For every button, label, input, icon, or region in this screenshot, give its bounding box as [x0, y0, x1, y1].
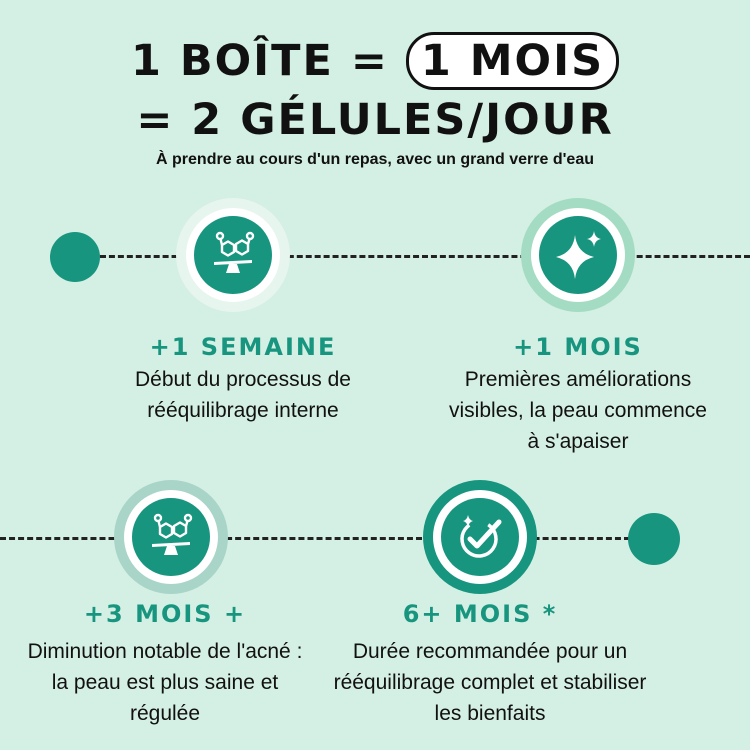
title-line-1 [0, 32, 750, 90]
step2-badge [531, 208, 625, 302]
subtitle: À prendre au cours d'un repas, avec un grand verre d'eau [156, 151, 594, 168]
step4-badge [433, 490, 527, 584]
step3-description: Diminution notable de l'acné : la peau est plus saine et régulée [27, 640, 303, 725]
title-highlight-pill: 1 MOIS [406, 32, 619, 90]
step3-label: +3 MOIS + [83, 600, 247, 628]
step1-description: Début du processus de rééquilibrage interne [135, 368, 351, 422]
step1-badge [186, 208, 280, 302]
sparkle-icon [539, 216, 617, 294]
step2-description: Premières améliorations visibles, la peau commence à s'apaiser [449, 368, 707, 453]
step1-label: +1 SEMAINE [149, 333, 337, 361]
step4-label: 6+ MOIS * [402, 600, 558, 628]
timeline-start-dot [50, 232, 100, 282]
timeline-end-dot [628, 513, 680, 565]
title-part1: 1 BOÎTE = [130, 36, 406, 86]
check-badge-icon [441, 498, 519, 576]
step4-description: Durée recommandée pour un rééquilibrage complet et stabiliser les bienfaits [333, 640, 647, 725]
molecule-balance-icon [194, 216, 272, 294]
timeline-dash-row2 [0, 537, 630, 540]
step3-badge [124, 490, 218, 584]
title-line-2: = 2 GÉLULES/JOUR [136, 95, 614, 145]
molecule-balance-icon [132, 498, 210, 576]
step2-label: +1 MOIS [513, 333, 643, 361]
